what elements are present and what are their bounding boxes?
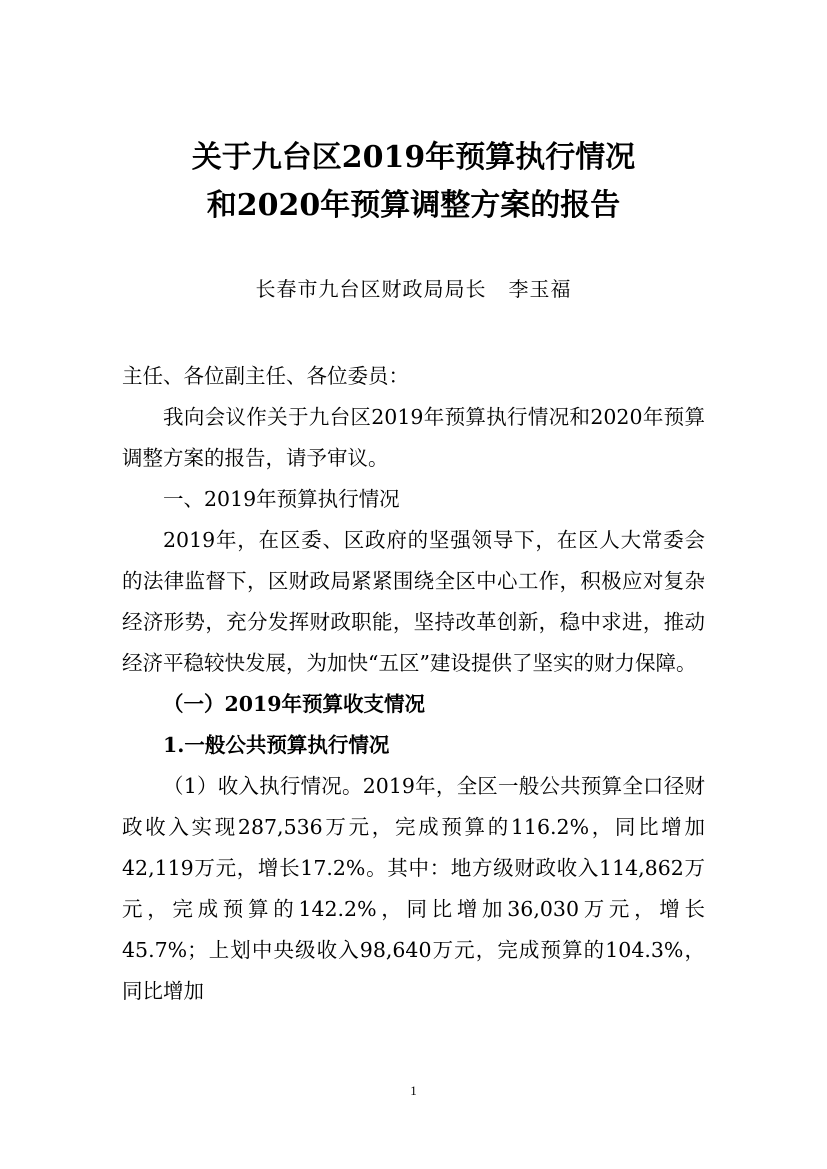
section-heading-1: 一、2019年预算执行情况 xyxy=(163,487,400,511)
item-heading: 1.一般公共预算执行情况 xyxy=(163,733,390,757)
intro-paragraph: 我向会议作关于九台区2019年预算执行情况和2020年预算调整方案的报告，请予审议。 xyxy=(122,405,705,470)
section-1-paragraph: 2019年，在区委、区政府的坚强领导下，在区人大常委会的法律监督下，区财政局紧紧围绕全区中心工作，积极应对复杂经济形势，充分发挥财政职能，坚持改革创新，稳中求进，推动经济平稳较快发展，为加快“五区”建设提供了坚实的财力保障。 xyxy=(122,528,705,675)
document-title-line-2: 和2020年预算调整方案的报告 xyxy=(206,188,621,223)
document-title-line-1: 关于九台区2019年预算执行情况 xyxy=(191,140,636,175)
salutation: 主任、各位副主任、各位委员： xyxy=(122,364,409,388)
document-author: 长春市九台区财政局局长 李玉福 xyxy=(255,277,572,301)
subsection-heading: （一）2019年预算收支情况 xyxy=(163,692,426,716)
revenue-paragraph: （1）收入执行情况。2019年，全区一般公共预算全口径财政收入实现287,536万元，完成预算的116.2%，同比增加42,119万元，增长17.2%。其中：地方级财政收入114,862万元，完成预算的142.2%，同比增加36,030万元，增长45.7%；上划中央级收入98,640万元，完成预算的104.3%，同比增加 xyxy=(122,774,705,1003)
document-body xyxy=(122,356,705,1012)
page-number: 1 xyxy=(410,1083,417,1098)
